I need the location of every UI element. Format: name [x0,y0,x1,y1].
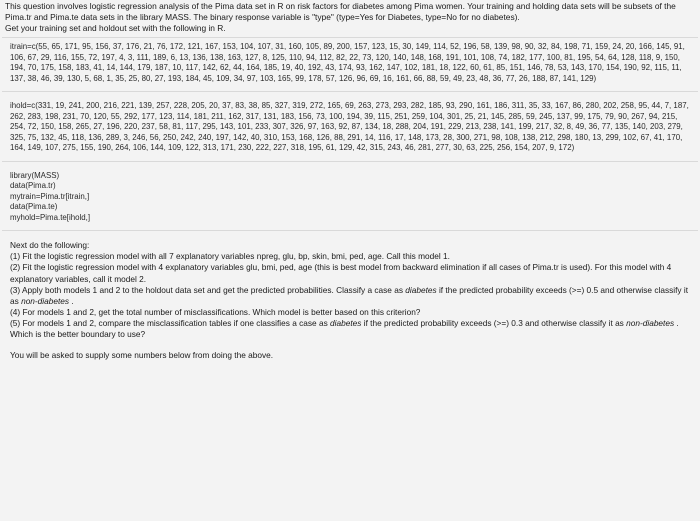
library-block [2,162,698,228]
instructions-block [2,231,698,365]
item3-text-b: if the predicted probability exceeds (>=) 0.5 and otherwise classify it as [10,284,688,306]
itrain-block [2,38,698,88]
closing-note: You will be asked to supply some numbers below from doing the above. [10,350,274,361]
instruction-item-5 [10,318,694,340]
code-line-mytrain: mytrain=Pima.tr[itrain,] [10,191,90,201]
item5-text-a: (5) For models 1 and 2, compare the misclassification tables if one classifies a case as [10,317,331,328]
item5-text-c: . Which is the better boundary to use? [10,317,679,340]
code-line-myhold: myhold=Pima.te[ihold,] [10,212,91,222]
instruction-item-4: (4) For models 1 and 2, get the total number of misclassifications. Which model is better based on this criterion? [10,306,421,317]
instruction-item-3 [10,285,694,307]
intro-instruction: Get your training set and holdout set with the following in R. [5,23,226,34]
item3-text-c: . [69,295,74,306]
item5-diabetes-term: diabetes [330,317,362,328]
instructions-heading: Next do the following: [10,240,90,251]
item3-nondiabetes-term: non-diabetes [21,295,70,306]
instruction-item-1: (1) Fit the logistic regression model with all 7 explanatory variables npreg, glu, bp, skin, bmi, ped, age. Call this model 1. [10,251,450,262]
ihold-code: ihold=c(331, 19, 241, 200, 216, 221, 139, 257, 228, 205, 20, 37, 83, 38, 85, 327, 319, 272, 165, 69, 263, 273, 293, 282, 185, 93, 290, 161, 186, 311, 35, 33, 167, 86, 280, 202, 258, 95, 44, 7, 187, 262, 283, 198, 231, 70, 120, 55, 292, 177, 123, 114, 181, 211, 162, 317, 131, 183, 156, 73, 100, 194, 39, 115, 251, 259, 104, 301, 25, 21, 145, 285, 59, 245, 137, 99, 175, 79, 90, 267, 94, 215, 254, 72, 150, 158, 265, 27, 196, 220, 237, 58, 81, 117, 295, 143, 101, 233, 307, 326, 97, 163, 92, 87, 134, 18, 288, 204, 191, 229, 213, 238, 141, 199, 217, 32, 8, 49, 36, 77, 135, 140, 203, 279, 325, 75, 132, 45, 118, 136, 289, 3, 246, 56, 250, 242, 240, 197, 142, 40, 310, 153, 168, 126, 88, 291, 14, 116, 17, 148, 173, 28, 300, 271, 98, 108, 138, 212, 298, 180, 13, 299, 102, 67, 41, 170, 164, 149, 107, 275, 155, 190, 264, 106, 144, 109, 122, 313, 171, 230, 222, 227, 318, 195, 61, 129, 42, 315, 243, 46, 281, 277, 30, 63, 225, 256, 154, 207, 9, 172) [10,101,689,153]
question-intro [5,1,693,34]
instruction-item-2: (2) Fit the logistic regression model with 4 explanatory variables glu, bmi, ped, age (this is best model from backward elimination if all cases of Pima.tr is used). For this model with 4 explanatory variables, call it model 2. [10,262,672,284]
library-code [10,171,694,224]
code-line-library: library(MASS) [10,170,60,180]
item3-diabetes-term: diabetes [405,284,437,295]
itrain-code: itrain=c(55, 65, 171, 95, 156, 37, 176, 21, 76, 172, 121, 167, 153, 104, 107, 31, 160, 105, 89, 200, 157, 123, 15, 30, 149, 114, 52, 196, 58, 139, 98, 90, 32, 84, 198, 71, 159, 24, 20, 166, 145, 91, 106, 67, 29, 116, 155, 72, 197, 4, 3, 111, 189, 6, 13, 136, 138, 163, 127, 8, 125, 110, 94, 112, 82, 22, 73, 120, 140, 148, 168, 191, 101, 108, 74, 182, 177, 100, 81, 195, 54, 64, 128, 118, 9, 150, 194, 70, 175, 158, 183, 41, 14, 144, 179, 187, 10, 117, 142, 62, 44, 164, 185, 19, 40, 192, 43, 174, 93, 162, 147, 102, 181, 18, 122, 60, 61, 85, 151, 146, 78, 53, 143, 170, 154, 190, 92, 115, 11, 137, 38, 46, 39, 130, 5, 68, 1, 35, 25, 80, 27, 193, 184, 45, 109, 34, 97, 103, 165, 99, 178, 57, 126, 96, 69, 16, 161, 66, 88, 59, 49, 23, 48, 36, 77, 26, 188, 87, 141, 129) [10,42,685,83]
code-line-data-pima-tr: data(Pima.tr) [10,181,56,191]
item5-text-b: if the predicted probability exceeds (>=) 0.3 and otherwise classify it as [361,317,627,328]
instructions [10,240,694,361]
code-line-data-pima-te: data(Pima.te) [10,202,58,212]
item5-nondiabetes-term: non-diabetes [626,317,675,328]
ihold-block [2,92,698,158]
item3-text-a: (3) Apply both models 1 and 2 to the holdout data set and get the predicted probabilities. Classify a case as [10,284,406,295]
intro-paragraph: This question involves logistic regression analysis of the Pima data set in R on risk factors for diabetes among Pima women. Your training and holding data sets will be subsets of the Pima.tr and Pima.te data sets in the library MASS. The binary response variable is "type" (type=Yes for Diabetes, type=No for no diabetes). [5,1,676,23]
